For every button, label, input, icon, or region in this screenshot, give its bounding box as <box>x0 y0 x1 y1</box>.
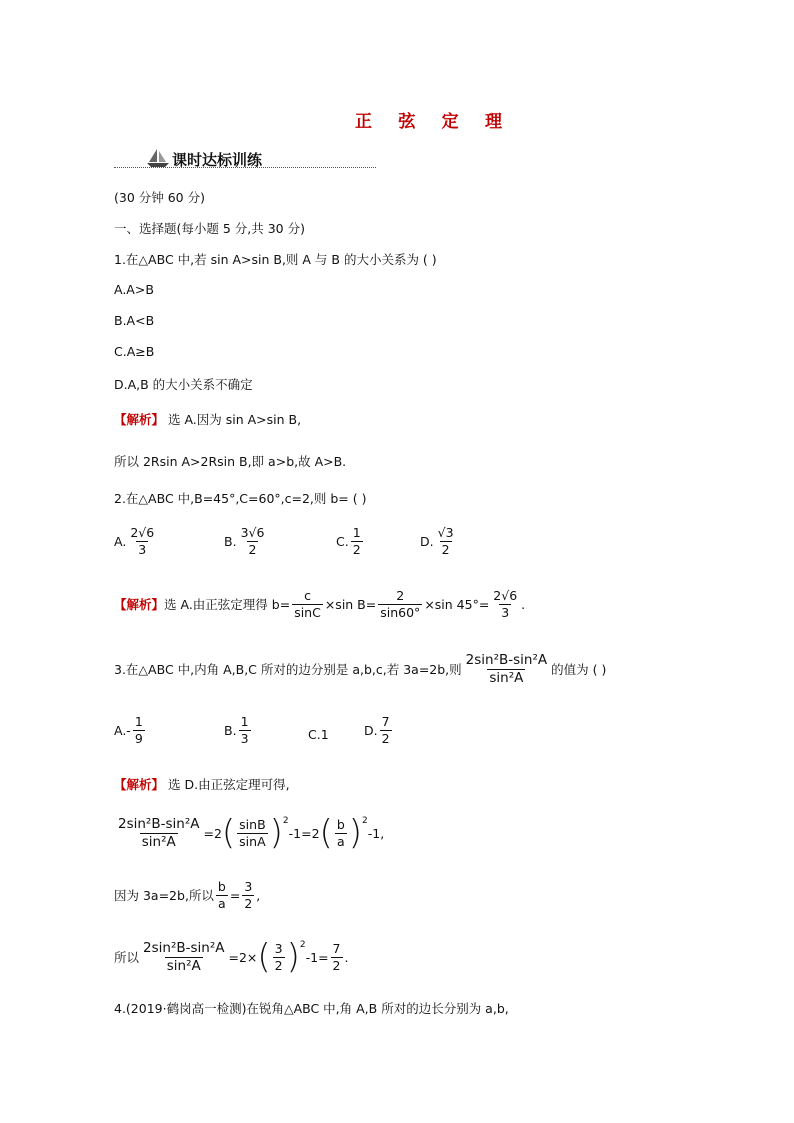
q3-option-d: D. $\frac{7}{2}$ <box>364 714 390 746</box>
q4-stem: 4.(2019·鹤岗高一检测)在锐角△ABC 中,角 A,B 所对的边长分别为 a,b, <box>114 1001 509 1016</box>
q1-solution <box>114 410 301 428</box>
q3-equation-1: $\frac{\text{2sin²B-sin²A}}{\text{sin²A}}$ =2 ( $\frac{\sin B}{\sin A}$ ) $^2$ -1=2 ( $\frac{b}{a}$ ) $^2$ -1, <box>118 813 385 854</box>
section-label: 课时达标训练 <box>172 151 263 169</box>
solution-tag: 【解析】 <box>114 412 165 427</box>
q3-option-b: B. $\frac{1}{3}$ <box>224 714 249 746</box>
q2-option-a: A. $\frac{2√6}{3}$ <box>114 525 155 557</box>
q3-option-a: A.- $\frac{1}{9}$ <box>114 714 143 746</box>
q1-option-b: B.A<B <box>114 313 155 328</box>
solution-tag: 【解析】 <box>114 777 165 792</box>
q2-option-b: B. $\frac{3√6}{2}$ <box>224 525 265 557</box>
page-title: 正 弦 定 理 <box>355 112 513 132</box>
q3-stem: 3.在△ABC 中,内角 A,B,C 所对的边分别是 a,b,c,若 3a=2b,则 $\frac{\text{2sin²B-sin²A}}{\text{sin²A}}$ 的值为 ( ) <box>114 652 607 686</box>
sailboat-icon <box>146 148 170 171</box>
q2-stem: 2.在△ABC 中,B=45°,C=60°,c=2,则 b= ( ) <box>114 491 367 506</box>
q2-option-d: D. $\frac{√3}{2}$ <box>420 525 454 557</box>
q2-option-c: C. $\frac{1}{2}$ <box>336 525 361 557</box>
part-heading: 一、选择题(每小题 5 分,共 30 分) <box>114 221 305 236</box>
q1-option-c: C.A≥B <box>114 344 155 359</box>
q1-solution-line2: 所以 2Rsin A>2Rsin B,即 a>b,故 A>B. <box>114 454 347 469</box>
q1-option-a: A.A>B <box>114 282 154 297</box>
q3-option-c: C.1 <box>308 727 329 742</box>
solution-tag: 【解析】 <box>114 597 165 613</box>
q1-stem: 1.在△ABC 中,若 sin A>sin B,则 A 与 B 的大小关系为 ( ) <box>114 252 437 267</box>
q2-solution: 【解析】 选 A.由正弦定理得 b= $\frac{c}{\sin C}$ ×sin B= $\frac{2}{\sin 60^\circ}$ ×sin 45°= $\frac{2√6}{3}$ . <box>114 588 526 620</box>
q3-equation-2: 所以 $\frac{\text{2sin²B-sin²A}}{\text{sin²A}}$ =2× ( $\frac{3}{2}$ ) $^2$ -1= $\frac{7}{2}$ . <box>114 937 349 978</box>
q1-option-d: D.A,B 的大小关系不确定 <box>114 377 253 392</box>
time-info: (30 分钟 60 分) <box>114 190 205 205</box>
q3-because: 因为 3a=2b,所以 $\frac{b}{a}$ = $\frac{3}{2}$ , <box>114 879 261 911</box>
q1-solution-line1: 选 A.因为 sin A>sin B, <box>168 412 302 427</box>
q3-solution: 【解析】 选 D.由正弦定理可得, <box>114 777 290 792</box>
